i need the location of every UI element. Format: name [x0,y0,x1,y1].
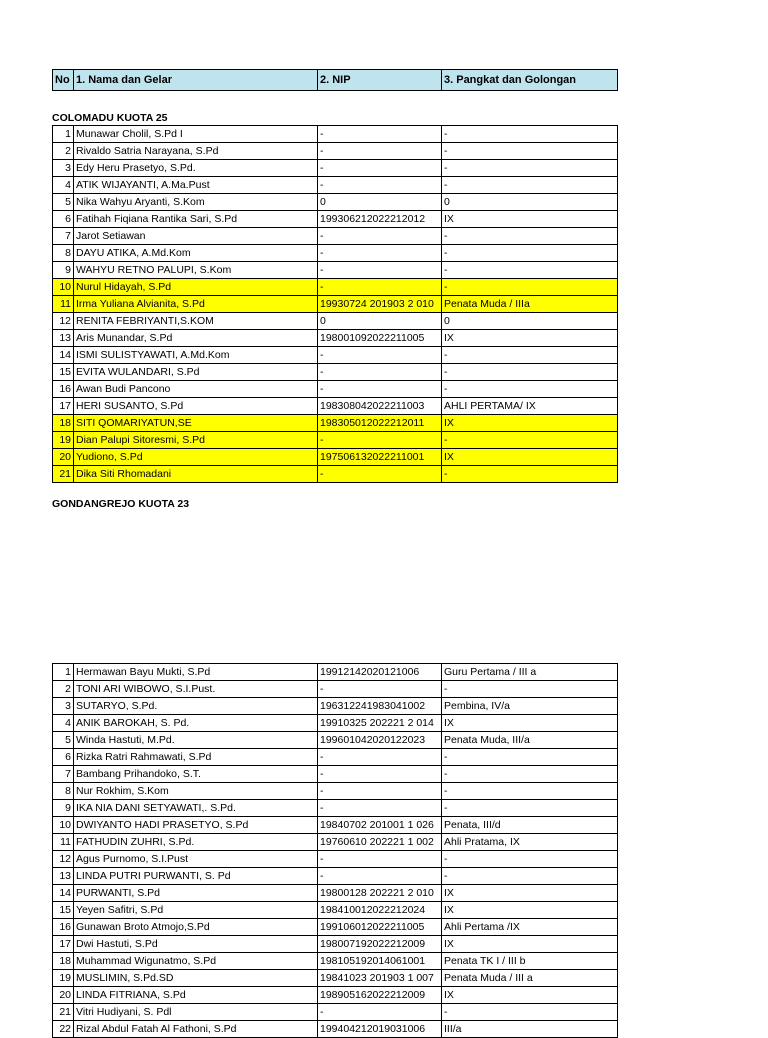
table-row [53,296,618,313]
row-number-cell: 10 [53,817,74,834]
rank-cell: III/a [442,1021,618,1038]
name-cell: LINDA PUTRI PURWANTI, S. Pd [74,868,318,885]
rank-cell: - [442,228,618,245]
row-number-cell: 20 [53,987,74,1004]
nip-cell: 198308042022211003 [318,398,442,415]
nip-cell: - [318,1004,442,1021]
rank-cell: - [442,851,618,868]
table-row [53,262,618,279]
table-row [53,364,618,381]
gondangrejo-section-title: GONDANGREJO KUOTA 23 [52,498,190,510]
colomadu-table-body [53,126,618,483]
rank-cell: - [442,1004,618,1021]
row-number-cell: 18 [53,953,74,970]
name-cell: IKA NIA DANI SETYAWATI,. S.Pd. [74,800,318,817]
table-row [53,749,618,766]
table-row [53,715,618,732]
rank-cell: - [442,681,618,698]
rank-cell: Guru Pertama / III a [442,664,618,681]
row-number-cell: 21 [53,466,74,483]
rank-cell: IX [442,449,618,466]
row-number-cell: 12 [53,851,74,868]
name-cell: Aris Munandar, S.Pd [74,330,318,347]
rank-cell: - [442,868,618,885]
column-header-row [53,70,618,91]
nip-cell: 199306212022212012 [318,211,442,228]
colomadu-table [52,125,618,483]
nip-cell: 199106012022211005 [318,919,442,936]
nip-cell: - [318,177,442,194]
nip-cell: 198007192022212009 [318,936,442,953]
rank-cell: Penata Muda, III/a [442,732,618,749]
table-row [53,902,618,919]
header-nama: 1. Nama dan Gelar [74,70,318,91]
nip-cell: 19760610 202221 1 002 [318,834,442,851]
nip-cell: - [318,347,442,364]
name-cell: Winda Hastuti, M.Pd. [74,732,318,749]
rank-cell: Pembina, IV/a [442,698,618,715]
row-number-cell: 8 [53,783,74,800]
name-cell: Bambang Prihandoko, S.T. [74,766,318,783]
table-row [53,313,618,330]
rank-cell: - [442,364,618,381]
nip-cell: - [318,262,442,279]
nip-cell: - [318,800,442,817]
nip-cell: 19841023 201903 1 007 [318,970,442,987]
table-row [53,766,618,783]
row-number-cell: 15 [53,902,74,919]
row-number-cell: 16 [53,381,74,398]
table-row [53,817,618,834]
table-row [53,868,618,885]
nip-cell: 198001092022211005 [318,330,442,347]
nip-cell: - [318,160,442,177]
name-cell: Hermawan Bayu Mukti, S.Pd [74,664,318,681]
rank-cell: - [442,143,618,160]
nip-cell: - [318,279,442,296]
row-number-cell: 16 [53,919,74,936]
table-row [53,228,618,245]
rank-cell: - [442,177,618,194]
nip-cell: 198105192014061001 [318,953,442,970]
row-number-cell: 1 [53,664,74,681]
table-row [53,681,618,698]
rank-cell: - [442,279,618,296]
rank-cell: 0 [442,313,618,330]
name-cell: Dika Siti Rhomadani [74,466,318,483]
rank-cell: IX [442,885,618,902]
nip-cell: 19840702 201001 1 026 [318,817,442,834]
rank-cell: - [442,381,618,398]
rank-cell: IX [442,330,618,347]
nip-cell: - [318,432,442,449]
row-number-cell: 12 [53,313,74,330]
table-row [53,783,618,800]
name-cell: Gunawan Broto Atmojo,S.Pd [74,919,318,936]
name-cell: Munawar Cholil, S.Pd I [74,126,318,143]
nip-cell: - [318,851,442,868]
row-number-cell: 18 [53,415,74,432]
row-number-cell: 22 [53,1021,74,1038]
name-cell: DAYU ATIKA, A.Md.Kom [74,245,318,262]
rank-cell: IX [442,715,618,732]
header-pangkat: 3. Pangkat dan Golongan [442,70,618,91]
table-row [53,381,618,398]
name-cell: DWIYANTO HADI PRASETYO, S.Pd [74,817,318,834]
nip-cell: 0 [318,313,442,330]
table-row [53,970,618,987]
row-number-cell: 9 [53,800,74,817]
table-row [53,398,618,415]
row-number-cell: 6 [53,749,74,766]
nip-cell: 19912142020121006 [318,664,442,681]
rank-cell: - [442,749,618,766]
nip-cell: - [318,143,442,160]
table-row [53,160,618,177]
rank-cell: IX [442,936,618,953]
row-number-cell: 3 [53,160,74,177]
name-cell: RENITA FEBRIYANTI,S.KOM [74,313,318,330]
name-cell: WAHYU RETNO PALUPI, S.Kom [74,262,318,279]
rank-cell: - [442,160,618,177]
table-row [53,834,618,851]
nip-cell: 19800128 202221 2 010 [318,885,442,902]
nip-cell: 199404212019031006 [318,1021,442,1038]
table-row [53,466,618,483]
nip-cell: 198905162022212009 [318,987,442,1004]
nip-cell: - [318,681,442,698]
table-row [53,194,618,211]
name-cell: EVITA WULANDARI, S.Pd [74,364,318,381]
table-row [53,177,618,194]
name-cell: SUTARYO, S.Pd. [74,698,318,715]
name-cell: FATHUDIN ZUHRI, S.Pd. [74,834,318,851]
nip-cell: - [318,364,442,381]
nip-cell: 198305012022212011 [318,415,442,432]
nip-cell: - [318,749,442,766]
rank-cell: - [442,800,618,817]
name-cell: PURWANTI, S.Pd [74,885,318,902]
table-row [53,126,618,143]
table-row [53,1021,618,1038]
row-number-cell: 2 [53,143,74,160]
rank-cell: - [442,466,618,483]
name-cell: Awan Budi Pancono [74,381,318,398]
name-cell: Edy Heru Prasetyo, S.Pd. [74,160,318,177]
table-row [53,885,618,902]
name-cell: Vitri Hudiyani, S. Pdl [74,1004,318,1021]
row-number-cell: 17 [53,398,74,415]
rank-cell: - [442,347,618,364]
name-cell: HERI SUSANTO, S.Pd [74,398,318,415]
row-number-cell: 2 [53,681,74,698]
nip-cell: - [318,766,442,783]
header-no: No [53,70,74,91]
rank-cell: Ahli Pertama /IX [442,919,618,936]
nip-cell: - [318,381,442,398]
row-number-cell: 4 [53,177,74,194]
table-row [53,987,618,1004]
rank-cell: - [442,245,618,262]
table-row [53,664,618,681]
row-number-cell: 11 [53,296,74,313]
name-cell: LINDA FITRIANA, S.Pd [74,987,318,1004]
name-cell: Nika Wahyu Aryanti, S.Kom [74,194,318,211]
name-cell: Muhammad Wigunatmo, S.Pd [74,953,318,970]
row-number-cell: 14 [53,885,74,902]
table-row [53,415,618,432]
name-cell: Yudiono, S.Pd [74,449,318,466]
table-row [53,347,618,364]
row-number-cell: 7 [53,766,74,783]
name-cell: Rivaldo Satria Narayana, S.Pd [74,143,318,160]
row-number-cell: 4 [53,715,74,732]
row-number-cell: 20 [53,449,74,466]
row-number-cell: 3 [53,698,74,715]
rank-cell: Ahli Pratama, IX [442,834,618,851]
nip-cell: - [318,783,442,800]
rank-cell: AHLI PERTAMA/ IX [442,398,618,415]
header-nip: 2. NIP [318,70,442,91]
name-cell: Yeyen Safitri, S.Pd [74,902,318,919]
row-number-cell: 17 [53,936,74,953]
row-number-cell: 21 [53,1004,74,1021]
name-cell: ANIK BAROKAH, S. Pd. [74,715,318,732]
nip-cell: 197506132022211001 [318,449,442,466]
nip-cell: 199601042020122023 [318,732,442,749]
row-number-cell: 10 [53,279,74,296]
row-number-cell: 5 [53,732,74,749]
nip-cell: - [318,868,442,885]
row-number-cell: 19 [53,432,74,449]
name-cell: Nurul Hidayah, S.Pd [74,279,318,296]
name-cell: Nur Rokhim, S.Kom [74,783,318,800]
rank-cell: Penata TK I / III b [442,953,618,970]
name-cell: Dwi Hastuti, S.Pd [74,936,318,953]
name-cell: Jarot Setiawan [74,228,318,245]
rank-cell: IX [442,987,618,1004]
table-row [53,330,618,347]
table-row [53,449,618,466]
name-cell: Irma Yuliana Alvianita, S.Pd [74,296,318,313]
nip-cell: 196312241983041002 [318,698,442,715]
row-number-cell: 19 [53,970,74,987]
table-row [53,432,618,449]
rank-cell: - [442,262,618,279]
row-number-cell: 13 [53,330,74,347]
rank-cell: - [442,766,618,783]
rank-cell: Penata, III/d [442,817,618,834]
nip-cell: 19930724 201903 2 010 [318,296,442,313]
table-row [53,919,618,936]
row-number-cell: 15 [53,364,74,381]
gondangrejo-table [52,663,618,1038]
table-row [53,732,618,749]
table-row [53,698,618,715]
rank-cell: - [442,432,618,449]
table-row [53,211,618,228]
table-row [53,279,618,296]
row-number-cell: 14 [53,347,74,364]
nip-cell: - [318,466,442,483]
colomadu-section-title: COLOMADU KUOTA 25 [52,112,168,124]
table-row [53,851,618,868]
gondangrejo-table-body [53,664,618,1038]
name-cell: Dian Palupi Sitoresmi, S.Pd [74,432,318,449]
row-number-cell: 1 [53,126,74,143]
name-cell: Rizal Abdul Fatah Al Fathoni, S.Pd [74,1021,318,1038]
row-number-cell: 7 [53,228,74,245]
name-cell: TONI ARI WIBOWO, S.I.Pust. [74,681,318,698]
table-row [53,953,618,970]
nip-cell: - [318,245,442,262]
table-row [53,800,618,817]
nip-cell: 19910325 202221 2 014 [318,715,442,732]
nip-cell: 0 [318,194,442,211]
rank-cell: IX [442,211,618,228]
row-number-cell: 13 [53,868,74,885]
nip-cell: - [318,228,442,245]
table-row [53,936,618,953]
row-number-cell: 9 [53,262,74,279]
name-cell: ATIK WIJAYANTI, A.Ma.Pust [74,177,318,194]
name-cell: Agus Purnomo, S.I.Pust [74,851,318,868]
row-number-cell: 8 [53,245,74,262]
table-row [53,1004,618,1021]
rank-cell: Penata Muda / III a [442,970,618,987]
nip-cell: 198410012022212024 [318,902,442,919]
row-number-cell: 11 [53,834,74,851]
name-cell: Fatihah Fiqiana Rantika Sari, S.Pd [74,211,318,228]
column-header-table [52,69,618,91]
name-cell: ISMI SULISTYAWATI, A.Md.Kom [74,347,318,364]
table-row [53,245,618,262]
table-row [53,143,618,160]
rank-cell: - [442,126,618,143]
nip-cell: - [318,126,442,143]
rank-cell: IX [442,902,618,919]
row-number-cell: 6 [53,211,74,228]
rank-cell: Penata Muda / IIIa [442,296,618,313]
name-cell: SITI QOMARIYATUN,SE [74,415,318,432]
row-number-cell: 5 [53,194,74,211]
name-cell: MUSLIMIN, S.Pd.SD [74,970,318,987]
rank-cell: IX [442,415,618,432]
rank-cell: - [442,783,618,800]
rank-cell: 0 [442,194,618,211]
name-cell: Rizka Ratri Rahmawati, S.Pd [74,749,318,766]
